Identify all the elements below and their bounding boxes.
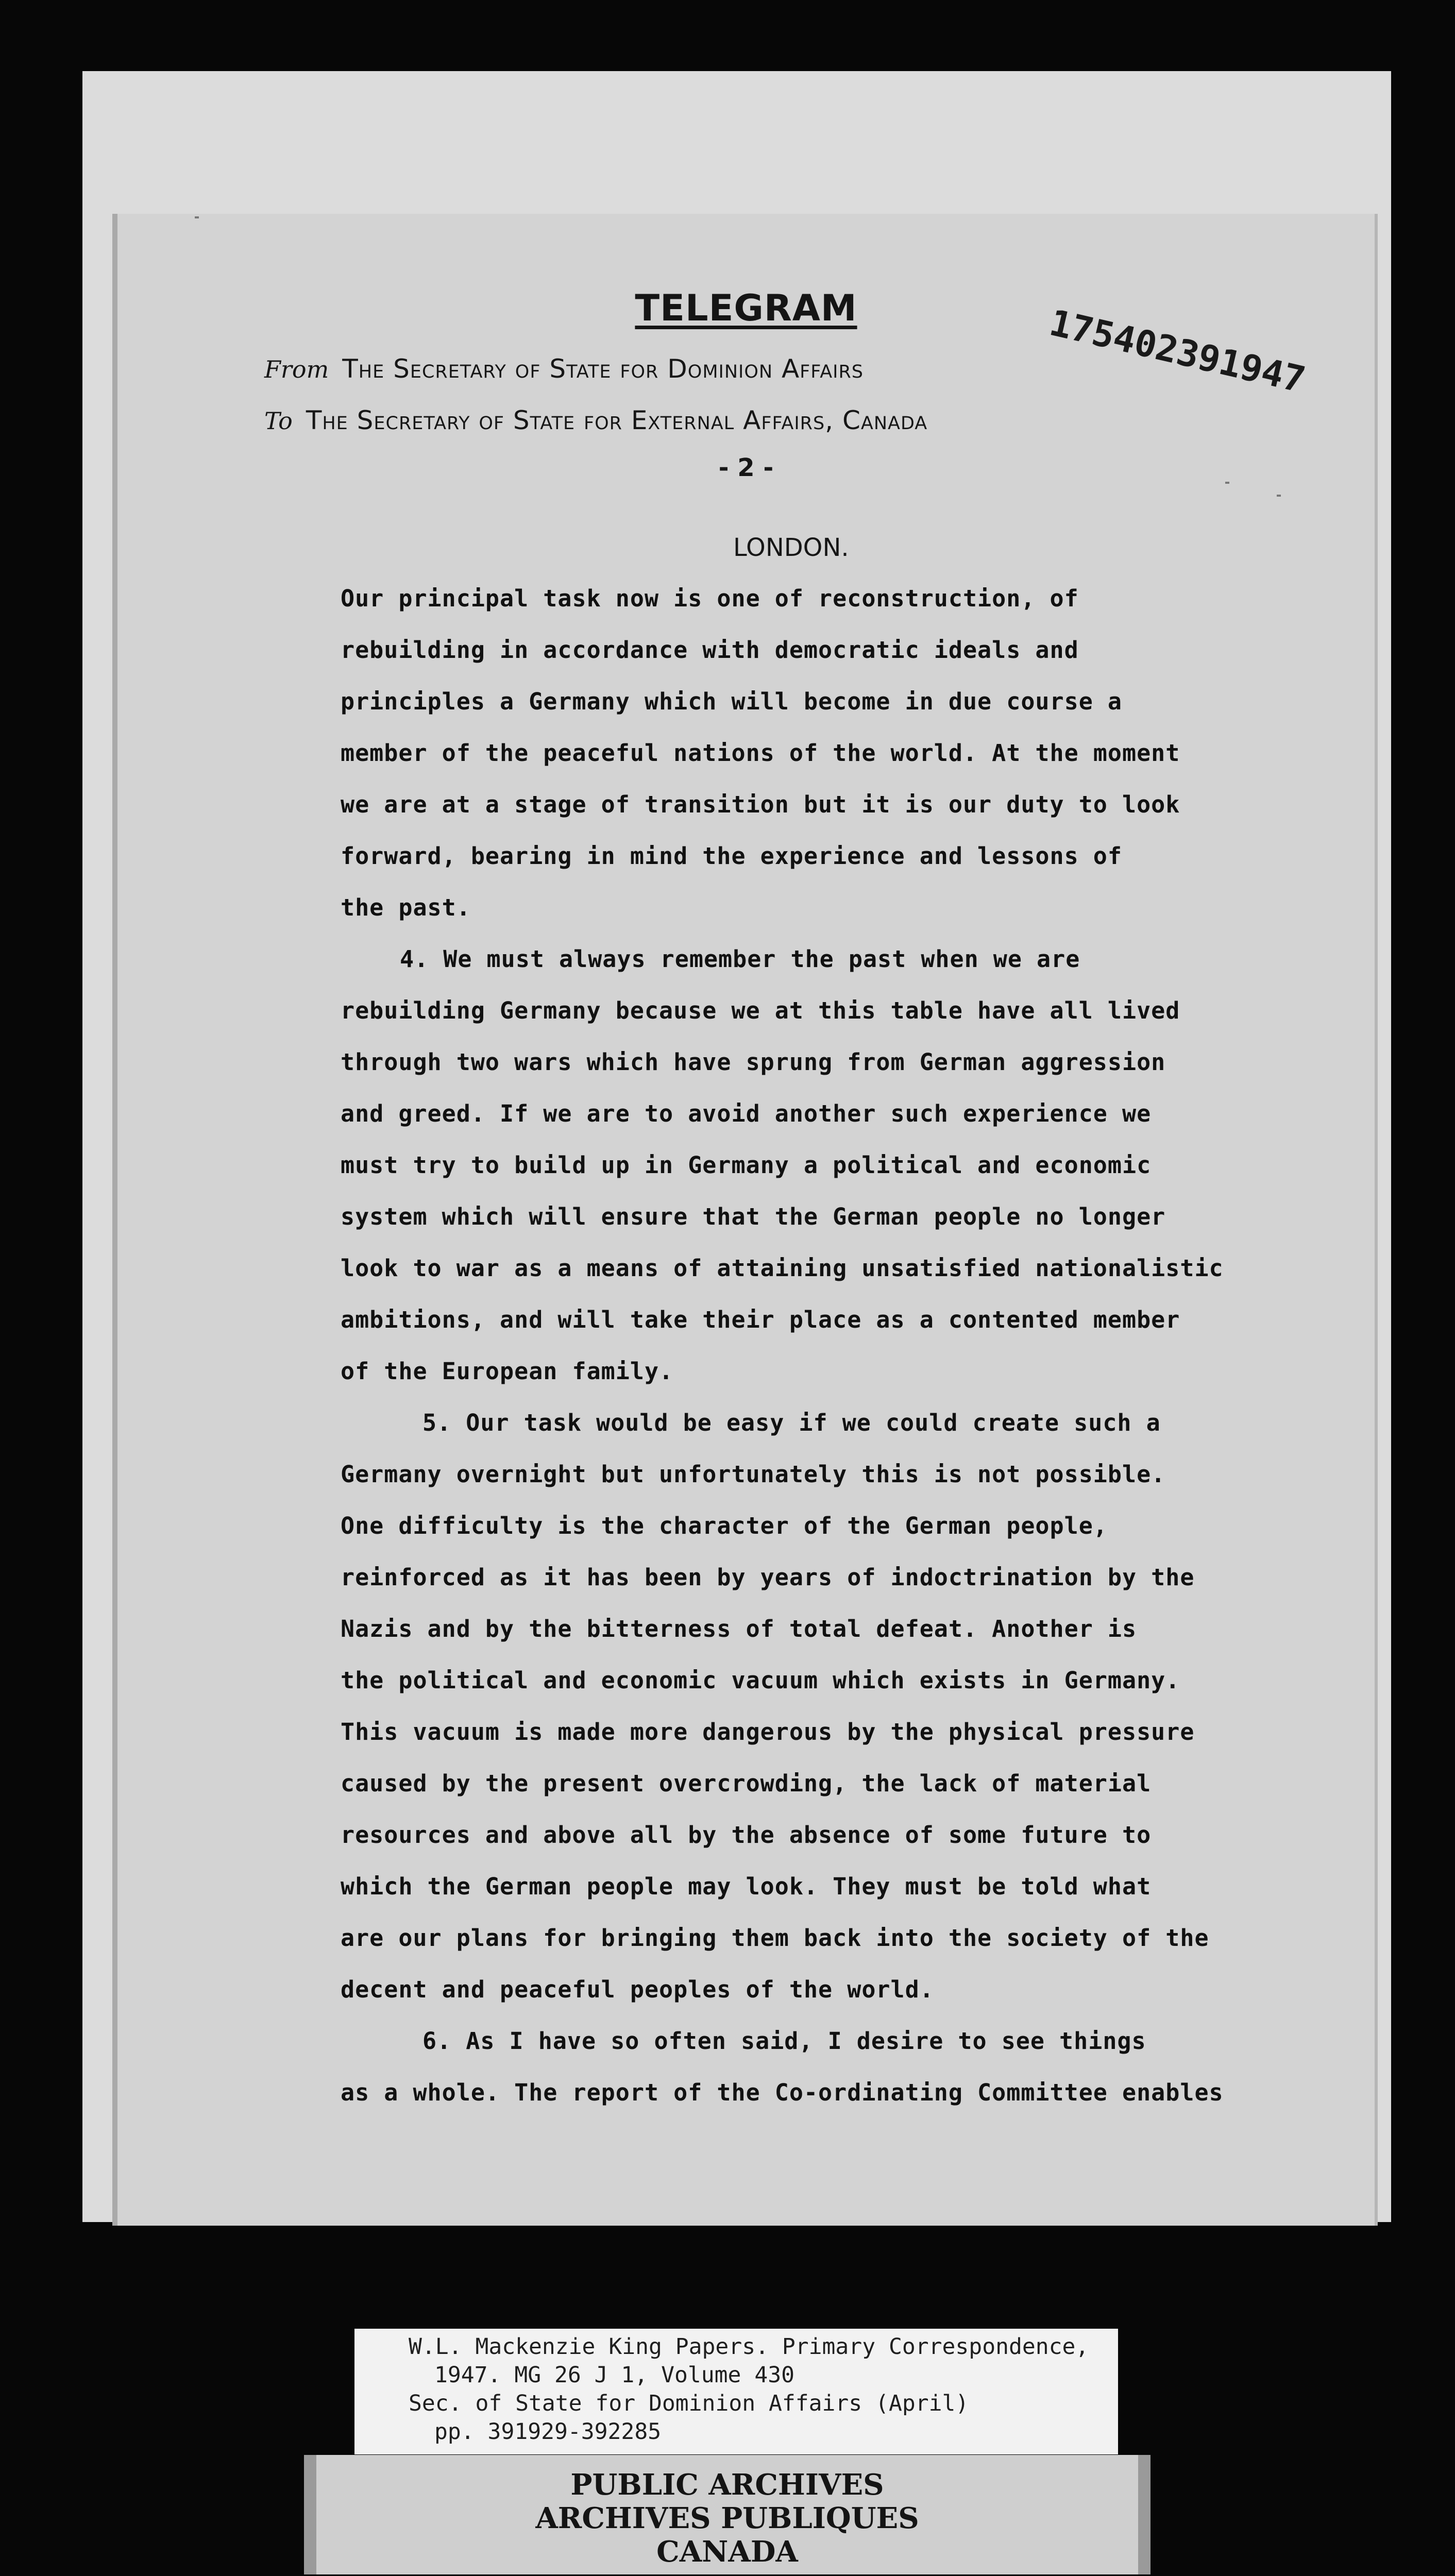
body-line: must try to build up in Germany a political and economic <box>341 1151 1152 1179</box>
from-label: From <box>264 355 329 383</box>
city-line: LONDON. <box>733 533 849 562</box>
body-line: This vacuum is made more dangerous by the physical pressure <box>341 1718 1195 1745</box>
body-line: 6. As I have so often said, I desire to see things <box>422 2027 1146 2055</box>
public-archives-stamp <box>304 2455 1151 2574</box>
body-line: forward, bearing in mind the experience and lessons of <box>341 842 1122 870</box>
body-line: Our principal task now is one of reconstruction, of <box>341 585 1079 612</box>
from-value: The Secretary of State for Dominion Affairs <box>342 354 864 384</box>
telegram-page <box>112 214 1378 2226</box>
to-label: To <box>264 407 293 435</box>
body-line: caused by the present overcrowding, the lack of material <box>341 1770 1152 1797</box>
body-line: which the German people may look. They must be told what <box>341 1873 1152 1900</box>
body-line: ambitions, and will take their place as a contented member <box>341 1306 1180 1333</box>
body-line: One difficulty is the character of the German people, <box>341 1512 1108 1539</box>
body-line: principles a Germany which will become in due course a <box>341 688 1122 715</box>
body-line: the political and economic vacuum which exists in Germany. <box>341 1667 1180 1694</box>
body-line: are our plans for bringing them back into the society of the <box>341 1924 1209 1952</box>
body-line: of the European family. <box>341 1358 674 1385</box>
body-line: decent and peaceful peoples of the world. <box>341 1976 934 2003</box>
body-line: and greed. If we are to avoid another such experience we <box>341 1100 1152 1127</box>
body-line: reinforced as it has been by years of indoctrination by the <box>341 1564 1195 1591</box>
paper-speck <box>1277 495 1281 497</box>
archive-note-line: Sec. of State for Dominion Affairs (April) <box>409 2391 969 2416</box>
paper-speck <box>195 216 199 218</box>
archive-note-line: pp. 391929-392285 <box>434 2419 662 2445</box>
body-line: member of the peaceful nations of the world. At the moment <box>341 739 1180 767</box>
document-number-stamp: 175402391947 <box>1045 301 1309 401</box>
body-line: rebuilding Germany because we at this table have all lived <box>341 997 1180 1024</box>
body-line: Nazis and by the bitterness of total defeat. Another is <box>341 1615 1137 1642</box>
body-line: the past. <box>341 894 471 921</box>
body-line: as a whole. The report of the Co-ordinating Committee enables <box>341 2079 1224 2106</box>
archive-note-line: 1947. MG 26 J 1, Volume 430 <box>434 2362 794 2388</box>
from-line <box>264 354 864 384</box>
paper-speck <box>1225 482 1229 484</box>
body-line: Germany overnight but unfortunately this is not possible. <box>341 1461 1166 1488</box>
body-line: 4. We must always remember the past when we are <box>400 945 1080 973</box>
body-line: look to war as a means of attaining unsatisfied nationalistic <box>341 1255 1224 1282</box>
archives-line: PUBLIC ARCHIVES <box>570 2468 884 2502</box>
body-line: 5. Our task would be easy if we could create such a <box>422 1409 1161 1436</box>
page-number: - 2 - <box>718 453 774 482</box>
archive-note-line: W.L. Mackenzie King Papers. Primary Correspondence, <box>409 2334 1089 2360</box>
to-value: The Secretary of State for External Affairs, Canada <box>306 405 928 435</box>
archives-line: ARCHIVES PUBLIQUES <box>535 2501 919 2535</box>
archives-line: CANADA <box>656 2535 798 2569</box>
body-line: resources and above all by the absence of some future to <box>341 1821 1152 1849</box>
body-line: we are at a stage of transition but it is our duty to look <box>341 791 1180 818</box>
body-line: rebuilding in accordance with democratic ideals and <box>341 636 1079 664</box>
body-line: through two wars which have sprung from German aggression <box>341 1048 1166 1076</box>
archive-reference-label <box>354 2329 1118 2454</box>
body-line: system which will ensure that the German people no longer <box>341 1203 1166 1230</box>
to-line <box>264 405 927 435</box>
telegram-title: TELEGRAM <box>635 287 857 329</box>
